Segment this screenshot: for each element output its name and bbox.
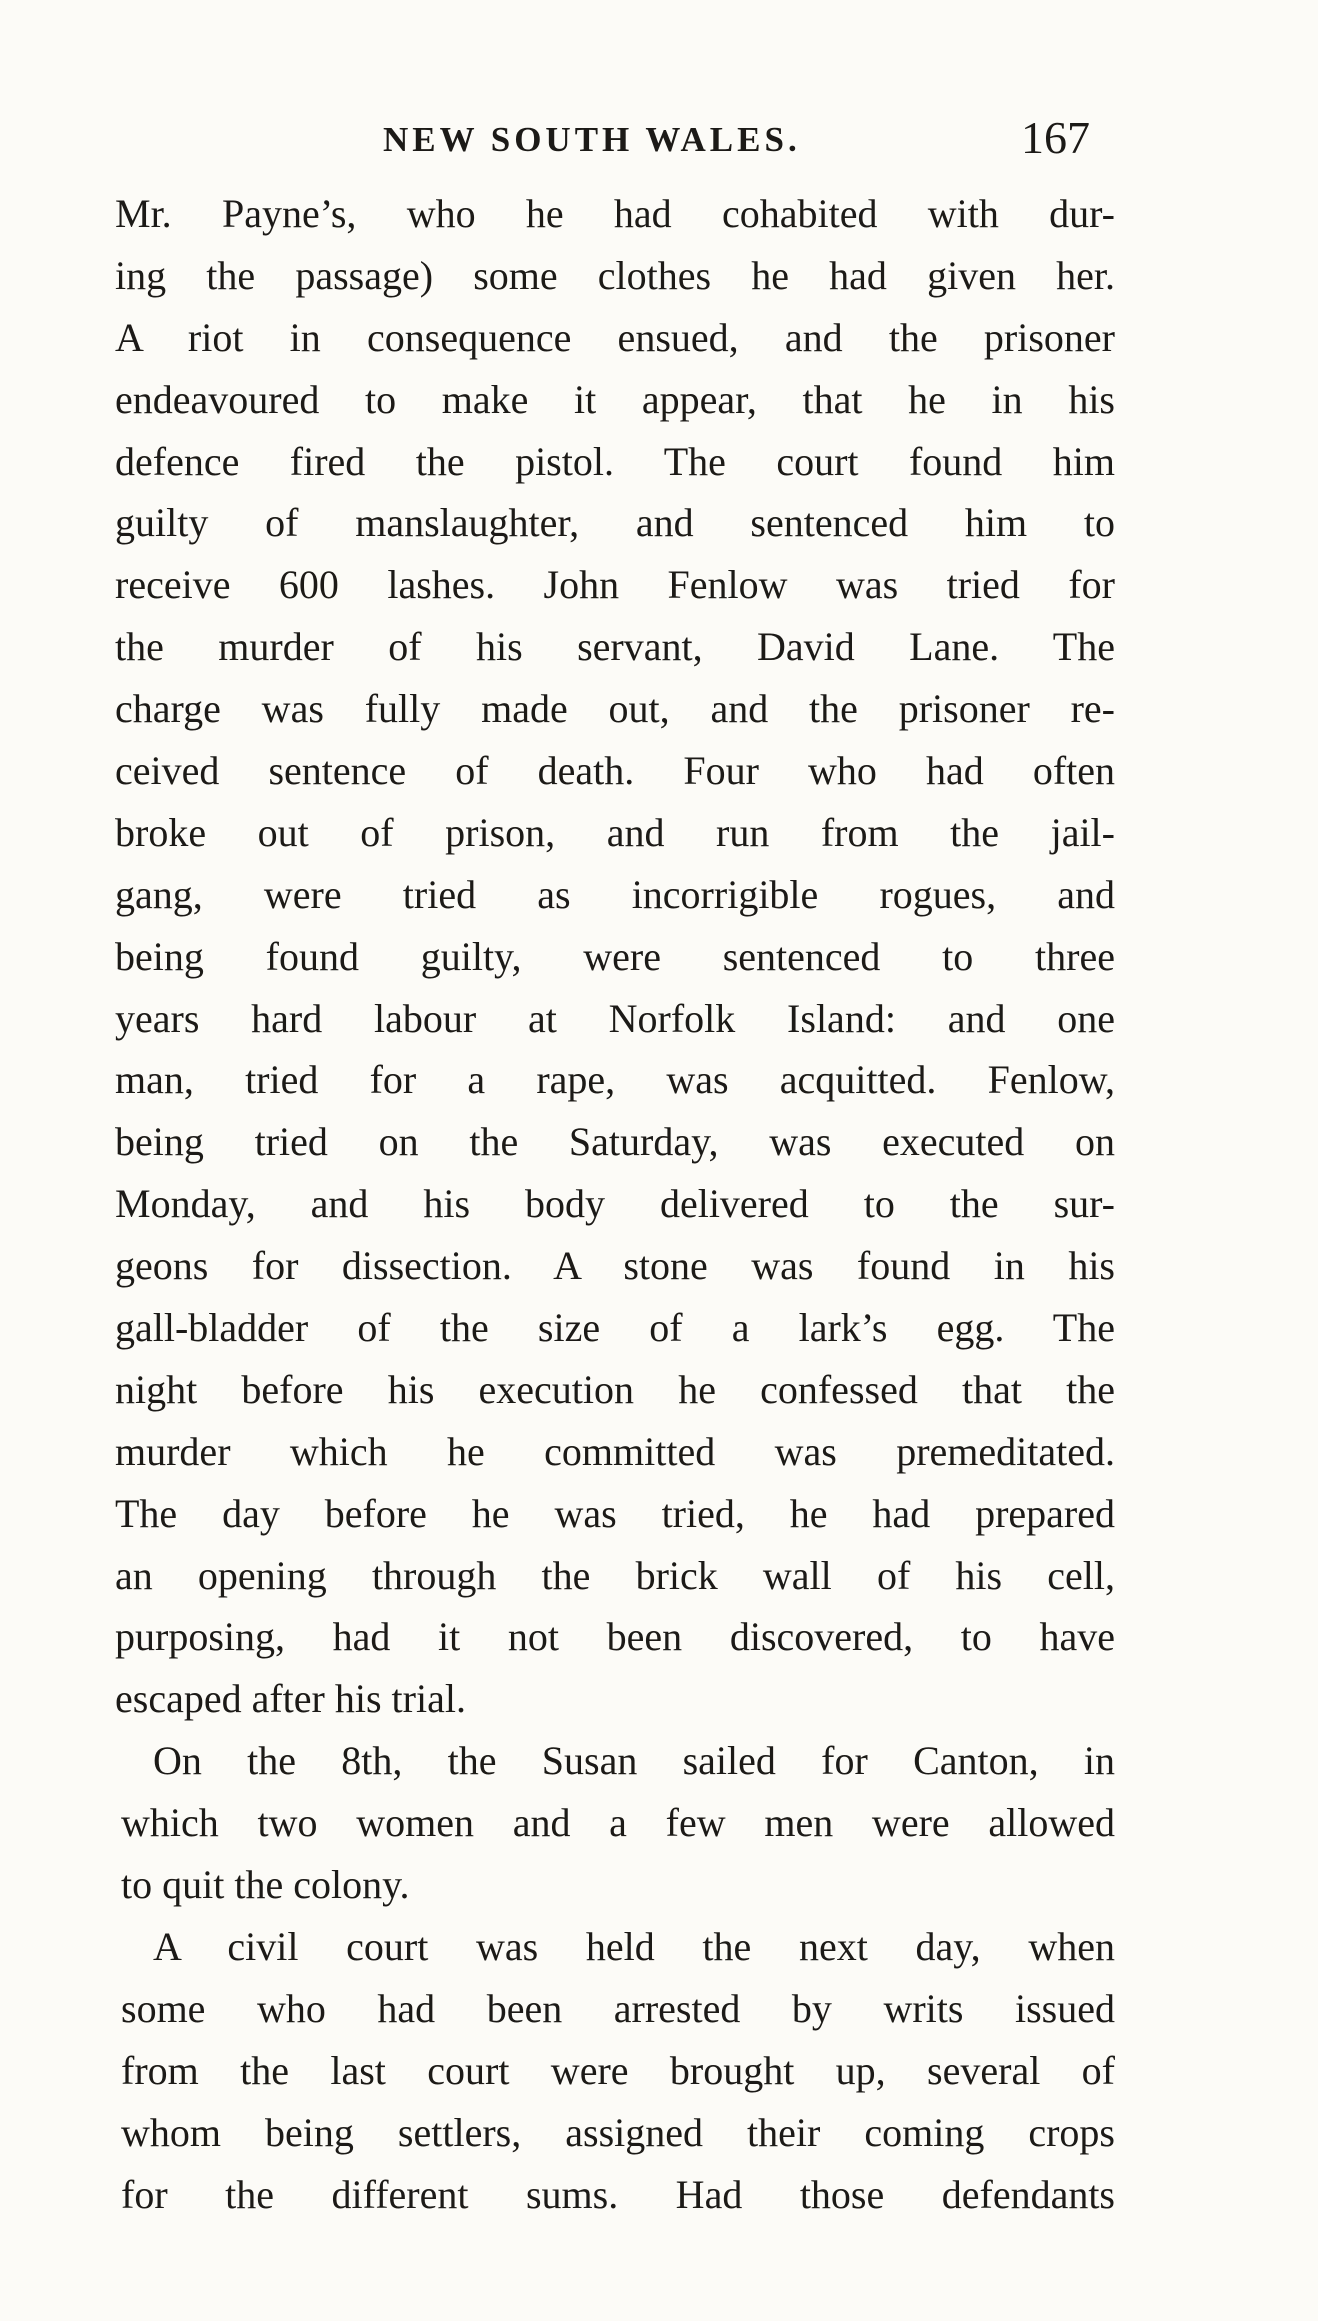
text-line: ing the passage) some clothes he had given her. — [115, 252, 1115, 298]
text-line: geons for dissection. A stone was found in his — [115, 1243, 1115, 1289]
body-text — [115, 183, 1115, 2225]
text-line: broke out of prison, and run from the jail- — [115, 809, 1115, 855]
text-line: gang, were tried as incorrigible rogues, and — [115, 871, 1115, 917]
text-line: night before his execution he confessed that the — [115, 1366, 1115, 1412]
running-head — [135, 112, 1090, 168]
text-line: The day before he was tried, he had prepared — [115, 1490, 1115, 1536]
text-line: charge was fully made out, and the prisoner re- — [115, 686, 1115, 732]
text-line: Monday, and his body delivered to the sur- — [115, 1181, 1115, 1227]
text-line: to quit the colony. — [121, 1862, 410, 1908]
page-number: 167 — [1021, 112, 1090, 163]
text-line: defence fired the pistol. The court found him — [115, 438, 1115, 484]
text-line: whom being settlers, assigned their coming crops — [121, 2109, 1115, 2155]
text-line: the murder of his servant, David Lane. The — [115, 624, 1115, 670]
text-line: endeavoured to make it appear, that he in his — [115, 376, 1115, 422]
text-line: murder which he committed was premeditated. — [115, 1428, 1115, 1474]
paragraph-start-line: A civil court was held the next day, when — [153, 1923, 1115, 1969]
text-line: Mr. Payne’s, who he had cohabited with dur- — [115, 191, 1115, 236]
text-line: escaped after his trial. — [115, 1676, 466, 1722]
text-line: an opening through the brick wall of his cell, — [115, 1552, 1115, 1598]
text-line: ceived sentence of death. Four who had often — [115, 748, 1115, 794]
text-line: years hard labour at Norfolk Island: and one — [115, 995, 1115, 1041]
running-title: NEW SOUTH WALES. — [383, 120, 801, 159]
text-line: some who had been arrested by writs issued — [121, 1985, 1115, 2031]
text-line: receive 600 lashes. John Fenlow was tried for — [115, 562, 1115, 608]
text-line: gall-bladder of the size of a lark’s egg. The — [115, 1305, 1115, 1351]
paragraph-start-line: On the 8th, the Susan sailed for Canton, in — [153, 1738, 1115, 1784]
text-line: being tried on the Saturday, was executed on — [115, 1119, 1115, 1165]
text-line: being found guilty, were sentenced to three — [115, 933, 1115, 979]
text-line: purposing, had it not been discovered, to have — [115, 1614, 1115, 1660]
text-line: for the different sums. Had those defendants — [121, 2171, 1115, 2217]
text-line: which two women and a few men were allowed — [121, 1800, 1115, 1846]
text-line: man, tried for a rape, was acquitted. Fenlow, — [115, 1057, 1115, 1103]
text-line: from the last court were brought up, several of — [121, 2047, 1115, 2093]
text-line: guilty of manslaughter, and sentenced him to — [115, 500, 1115, 546]
text-line: A riot in consequence ensued, and the prisoner — [115, 314, 1115, 360]
